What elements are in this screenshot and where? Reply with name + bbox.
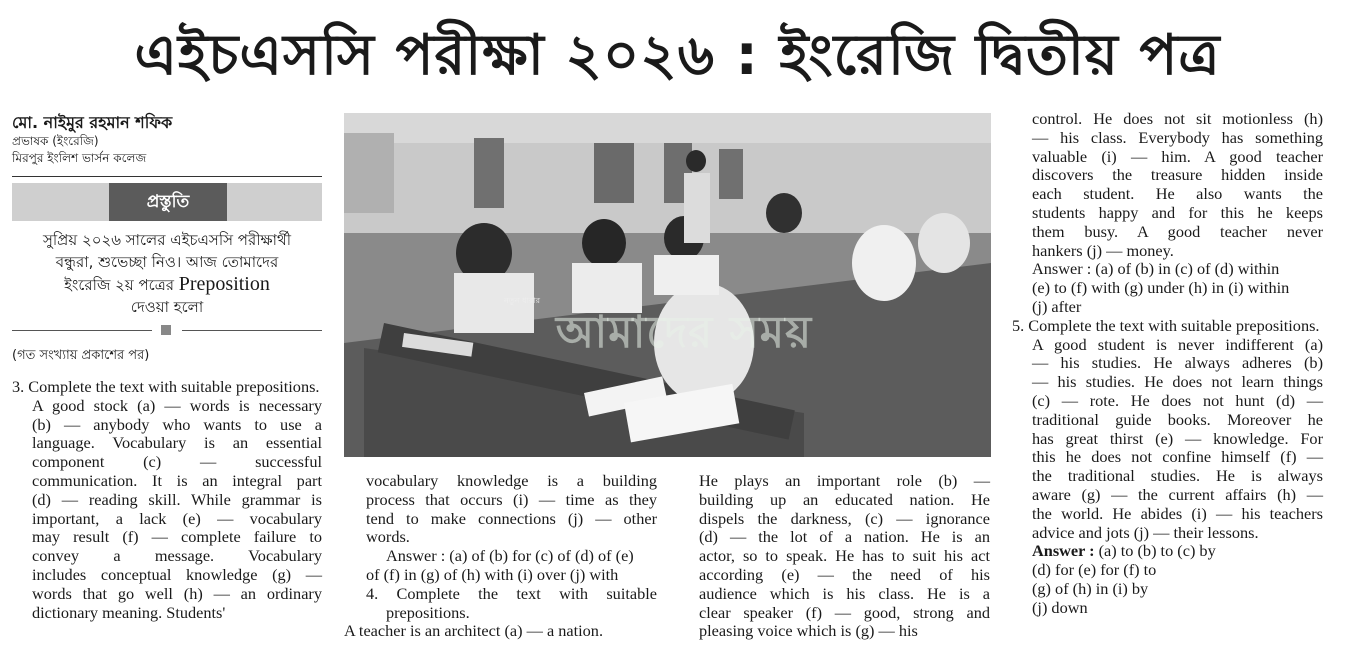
answer-3-line: Answer : (a) of (b) for (c) of (d) of (e) — [386, 546, 634, 566]
text-line: language. Vocabulary is an essential — [32, 433, 322, 453]
author-institution: মিরপুর ইংলিশ ভার্সন কলেজ — [12, 151, 147, 165]
intro-line: সুপ্রিয় ২০২৬ সালের এইচএসসি পরীক্ষার্থী — [42, 231, 292, 249]
column-2 — [344, 471, 657, 641]
text-line: actor, so to speak. He has to suit his act — [699, 546, 990, 566]
text-line: words. — [366, 527, 410, 547]
ornament-divider — [12, 322, 322, 338]
answer-5-rest — [1012, 561, 1323, 617]
intro-line: দেওয়া হলো — [130, 298, 204, 316]
question-5-text — [1012, 336, 1323, 543]
text-line: communication. It is an integral part — [32, 470, 322, 490]
column-3 — [699, 472, 990, 641]
answer-line: (e) to (f) with (g) under (h) in (i) within — [1032, 278, 1290, 298]
question-3-text-cont — [366, 472, 657, 547]
answer-line: (d) for (e) for (f) to — [1032, 560, 1157, 580]
text-line: A good stock (a) — words is necessary — [32, 395, 322, 415]
text-line: traditional guide books. Moreover he — [1032, 409, 1323, 429]
watermark-small: নতুন ধারার — [504, 296, 541, 305]
answer-5-values: (a) to (b) to (c) by — [1094, 541, 1216, 561]
byline-divider — [12, 176, 322, 177]
question-5-title: 5. Complete the text with suitable prepositions. — [1012, 315, 1320, 335]
column-1 — [12, 378, 322, 622]
answer-line: Answer : (a) of (b) in (c) of (d) within — [1032, 259, 1280, 279]
text-line: important, a lack (e) — vocabulary — [32, 508, 322, 528]
text-line: words that go well (h) — an ordinary — [32, 583, 322, 603]
text-line: valuable (i) — him. A good teacher — [1032, 146, 1323, 166]
question-3-text — [12, 397, 322, 623]
text-line: according (e) — the need of his — [699, 564, 990, 584]
text-line: A good student is never indifferent (a) — [1032, 334, 1323, 354]
text-line: (b) — anybody who wants to use a — [32, 414, 322, 434]
intro-text — [12, 229, 322, 318]
text-line: each student. He also wants the — [1032, 184, 1323, 204]
answer-line: (g) of (h) in (i) by — [1032, 578, 1149, 598]
exam-hall-illustration — [344, 113, 991, 457]
text-line: may result (f) — complete failure to — [32, 527, 322, 547]
newspaper-watermark: আমাদের সময় — [555, 307, 813, 358]
section-band — [12, 183, 322, 221]
text-line: the traditional studies. He is always — [1032, 466, 1323, 486]
section-tag: প্রস্তুতি — [109, 183, 227, 221]
intro-line: বন্ধুরা, শুভেচ্ছা নিও। আজ তোমাদের — [55, 253, 279, 271]
answer-3-line: of (f) in (g) of (h) with (i) over (j) with — [366, 564, 619, 584]
text-line: discovers the treasure hidden inside — [1032, 165, 1323, 185]
text-line: dictionary meaning. Students' — [32, 602, 226, 622]
text-line: the world. He abides (i) — his teachers — [1032, 503, 1323, 523]
question-4-title: 4. Complete the text with suitable prepositions. — [366, 583, 657, 622]
text-line: tend to make connections (j) — other — [366, 508, 657, 528]
question-4-text-cont — [1012, 110, 1323, 260]
text-line: clear speaker (f) — good, strong and — [699, 602, 990, 622]
text-line: them busy. A good teacher never — [1032, 221, 1323, 241]
text-line: (d) — the lot of a nation. He is an — [699, 527, 990, 547]
text-line: students happy and for this he keeps — [1032, 202, 1323, 222]
text-line: includes conceptual knowledge (g) — — [32, 564, 322, 584]
column-4 — [1012, 110, 1323, 618]
answer-4 — [1012, 260, 1323, 316]
text-line: He plays an important role (b) — — [699, 471, 990, 490]
question-4-text — [699, 472, 990, 641]
text-line: aware (g) — the current affairs (h) — — [1032, 484, 1323, 504]
text-line: has great thirst (e) — knowledge. For — [1032, 428, 1323, 448]
divider-line-left — [12, 330, 152, 331]
text-line: vocabulary knowledge is a building — [366, 471, 657, 490]
author-name: মো. নাইমুর রহমান শফিক — [12, 113, 173, 132]
intro-line — [12, 273, 322, 296]
text-line: (c) — rote. He does not hunt (d) — — [1032, 390, 1323, 410]
question-3-title: 3. Complete the text with suitable prepositions. — [12, 377, 320, 396]
text-line: — his studies. He always adheres (b) — [1032, 353, 1323, 373]
answer-line: (j) down — [1032, 597, 1088, 617]
text-line: (d) — reading skill. While grammar is — [32, 489, 322, 509]
author-title: প্রভাষক (ইংরেজি) — [12, 134, 99, 148]
text-line: pleasing voice which is (g) — his — [699, 621, 918, 641]
answer-line: (j) after — [1032, 296, 1082, 316]
text-line: convey a message. Vocabulary — [32, 546, 322, 566]
text-line: — his studies. He does not learn things — [1032, 372, 1323, 392]
answer-label: Answer : — [1032, 541, 1095, 561]
text-line: dispels the darkness, (c) — ignorance — [699, 508, 990, 528]
intro-topic: Preposition — [178, 273, 270, 295]
text-line: advice and jots (j) — their lessons. — [1032, 522, 1259, 542]
author-byline — [12, 113, 322, 167]
headline: এইচএসসি পরীক্ষা ২০২৬ : ইংরেজি দ্বিতীয় পত্র — [134, 23, 1221, 88]
text-line: this he does not confine himself (f) — — [1032, 447, 1323, 467]
divider-square — [161, 325, 171, 335]
divider-line-right — [182, 330, 322, 331]
answer-5-first-line — [1012, 542, 1323, 561]
intro-prefix: ইংরেজি ২য় পত্রের — [64, 276, 179, 294]
text-line: building up an educated nation. He — [699, 489, 990, 509]
text-line: audience which is his class. He is a — [699, 583, 990, 603]
text-line: hankers (j) — money. — [1032, 240, 1174, 260]
text-line: — his class. Everybody has something — [1032, 127, 1323, 147]
question-4-first-line: A teacher is an architect (a) — a nation. — [344, 621, 604, 641]
text-line: component (c) — successful — [32, 452, 322, 472]
continued-note: (গত সংখ্যায় প্রকাশের পর) — [12, 348, 150, 363]
text-line: process that occurs (i) — time as they — [366, 489, 657, 509]
exam-hall-photo — [344, 113, 991, 457]
text-line: control. He does not sit motionless (h) — [1032, 109, 1323, 128]
